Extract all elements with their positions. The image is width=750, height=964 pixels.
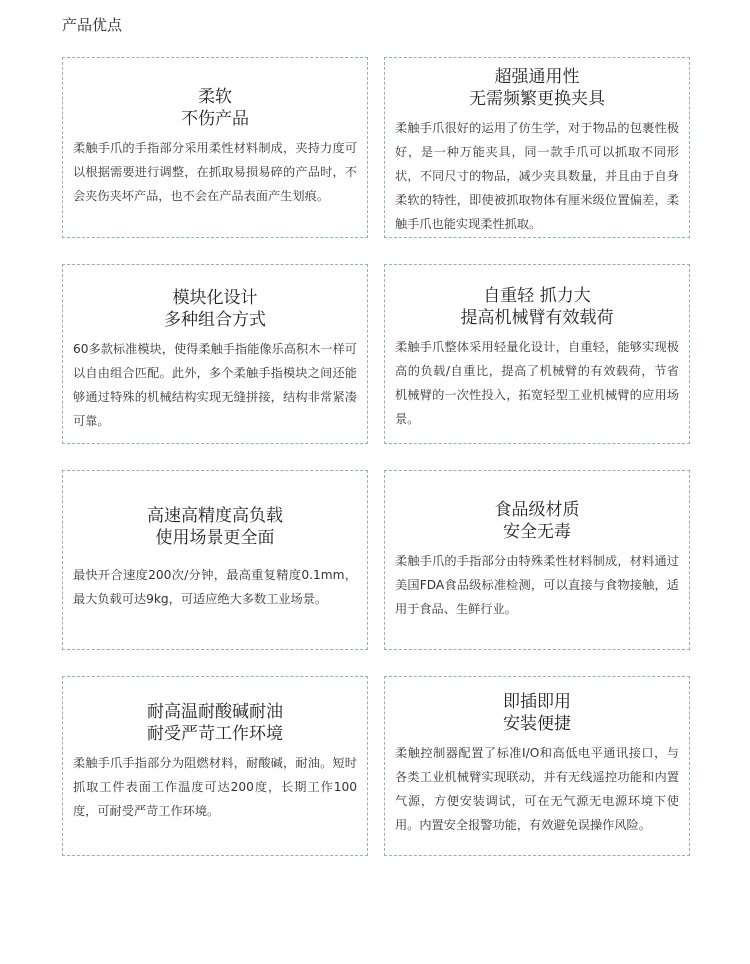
card-heading	[395, 66, 679, 110]
card-body: 柔触手爪的手指部分由特殊柔性材料制成，材料通过美国FDA食品级标准检测，可以直接与食物接触，适用于食品、生鲜行业。	[395, 554, 679, 616]
card-heading	[73, 287, 357, 331]
card-heat-resistant	[62, 676, 368, 856]
card-heading	[395, 691, 679, 735]
card-heading-line: 安装便捷	[503, 714, 571, 734]
card-heading-line: 提高机械臂有效载荷	[460, 308, 614, 328]
card-lightweight	[384, 264, 690, 444]
card-heading	[395, 285, 679, 329]
card-body: 柔触手爪整体采用轻量化设计，自重轻，能够实现极高的负载/自重比，提高了机械臂的有效载荷，节省机械臂的一次性投入，拓宽轻型工业机械臂的应用场景。	[395, 340, 679, 426]
card-heading-line: 多种组合方式	[164, 310, 266, 330]
card-heading-line: 模块化设计	[172, 288, 258, 308]
card-heading	[73, 86, 357, 130]
card-heading-line: 不伤产品	[181, 109, 249, 129]
card-modular	[62, 264, 368, 444]
card-plug-and-play	[384, 676, 690, 856]
card-heading-line: 食品级材质	[494, 500, 580, 520]
card-heading	[73, 701, 357, 745]
card-body: 柔触手爪的手指部分采用柔性材料制成，夹持力度可以根据需要进行调整，在抓取易损易碎的产品时，不会夹伤夹坏产品，也不会在产品表面产生划痕。	[73, 141, 357, 203]
card-body: 柔触手爪很好的运用了仿生学，对于物品的包裹性极好，是一种万能夹具，同一款手爪可以抓取不同形状，不同尺寸的物品，减少夹具数量，并且由于自身柔软的特性，即使被抓取物体有厘米级位置偏差，柔触手爪也能实现柔性抓取。	[395, 121, 679, 231]
card-body: 柔触控制器配置了标准I/O和高低电平通讯接口，与各类工业机械臂实现联动，并有无线遥控功能和内置气源，方便安装调试，可在无气源无电源环境下使用。内置安全报警功能，有效避免误操作风险。	[395, 746, 679, 832]
card-food-grade	[384, 470, 690, 650]
card-versatility	[384, 57, 690, 238]
card-heading-line: 使用场景更全面	[155, 528, 275, 548]
card-heading-line: 柔软	[198, 87, 232, 107]
card-heading-line: 无需频繁更换夹具	[469, 89, 605, 109]
card-heading-line: 超强通用性	[494, 67, 580, 87]
card-high-speed	[62, 470, 368, 650]
section-title: 产品优点	[62, 16, 123, 34]
card-soft	[62, 57, 368, 238]
card-heading-line: 耐高温耐酸碱耐油	[147, 702, 283, 722]
card-heading	[73, 505, 357, 549]
card-heading-line: 自重轻 抓力大	[483, 286, 591, 306]
card-heading-line: 高速高精度高负载	[147, 506, 283, 526]
card-heading-line: 安全无毒	[503, 522, 571, 542]
card-heading-line: 即插即用	[503, 692, 571, 712]
card-body: 60多款标准模块，使得柔触手指能像乐高积木一样可以自由组合匹配。此外，多个柔触手指模块之间还能够通过特殊的机械结构实现无缝拼接，结构非常紧凑可靠。	[73, 342, 357, 428]
card-body: 柔触手爪手指部分为阻燃材料，耐酸碱，耐油。短时抓取工件表面工作温度可达200度，长期工作100度，可耐受严苛工作环境。	[73, 756, 357, 818]
card-body: 最快开合速度200次/分钟，最高重复精度0.1mm，最大负载可达9kg，可适应绝大多数工业场景。	[73, 568, 357, 606]
card-heading	[395, 499, 679, 543]
card-heading-line: 耐受严苛工作环境	[147, 724, 283, 744]
